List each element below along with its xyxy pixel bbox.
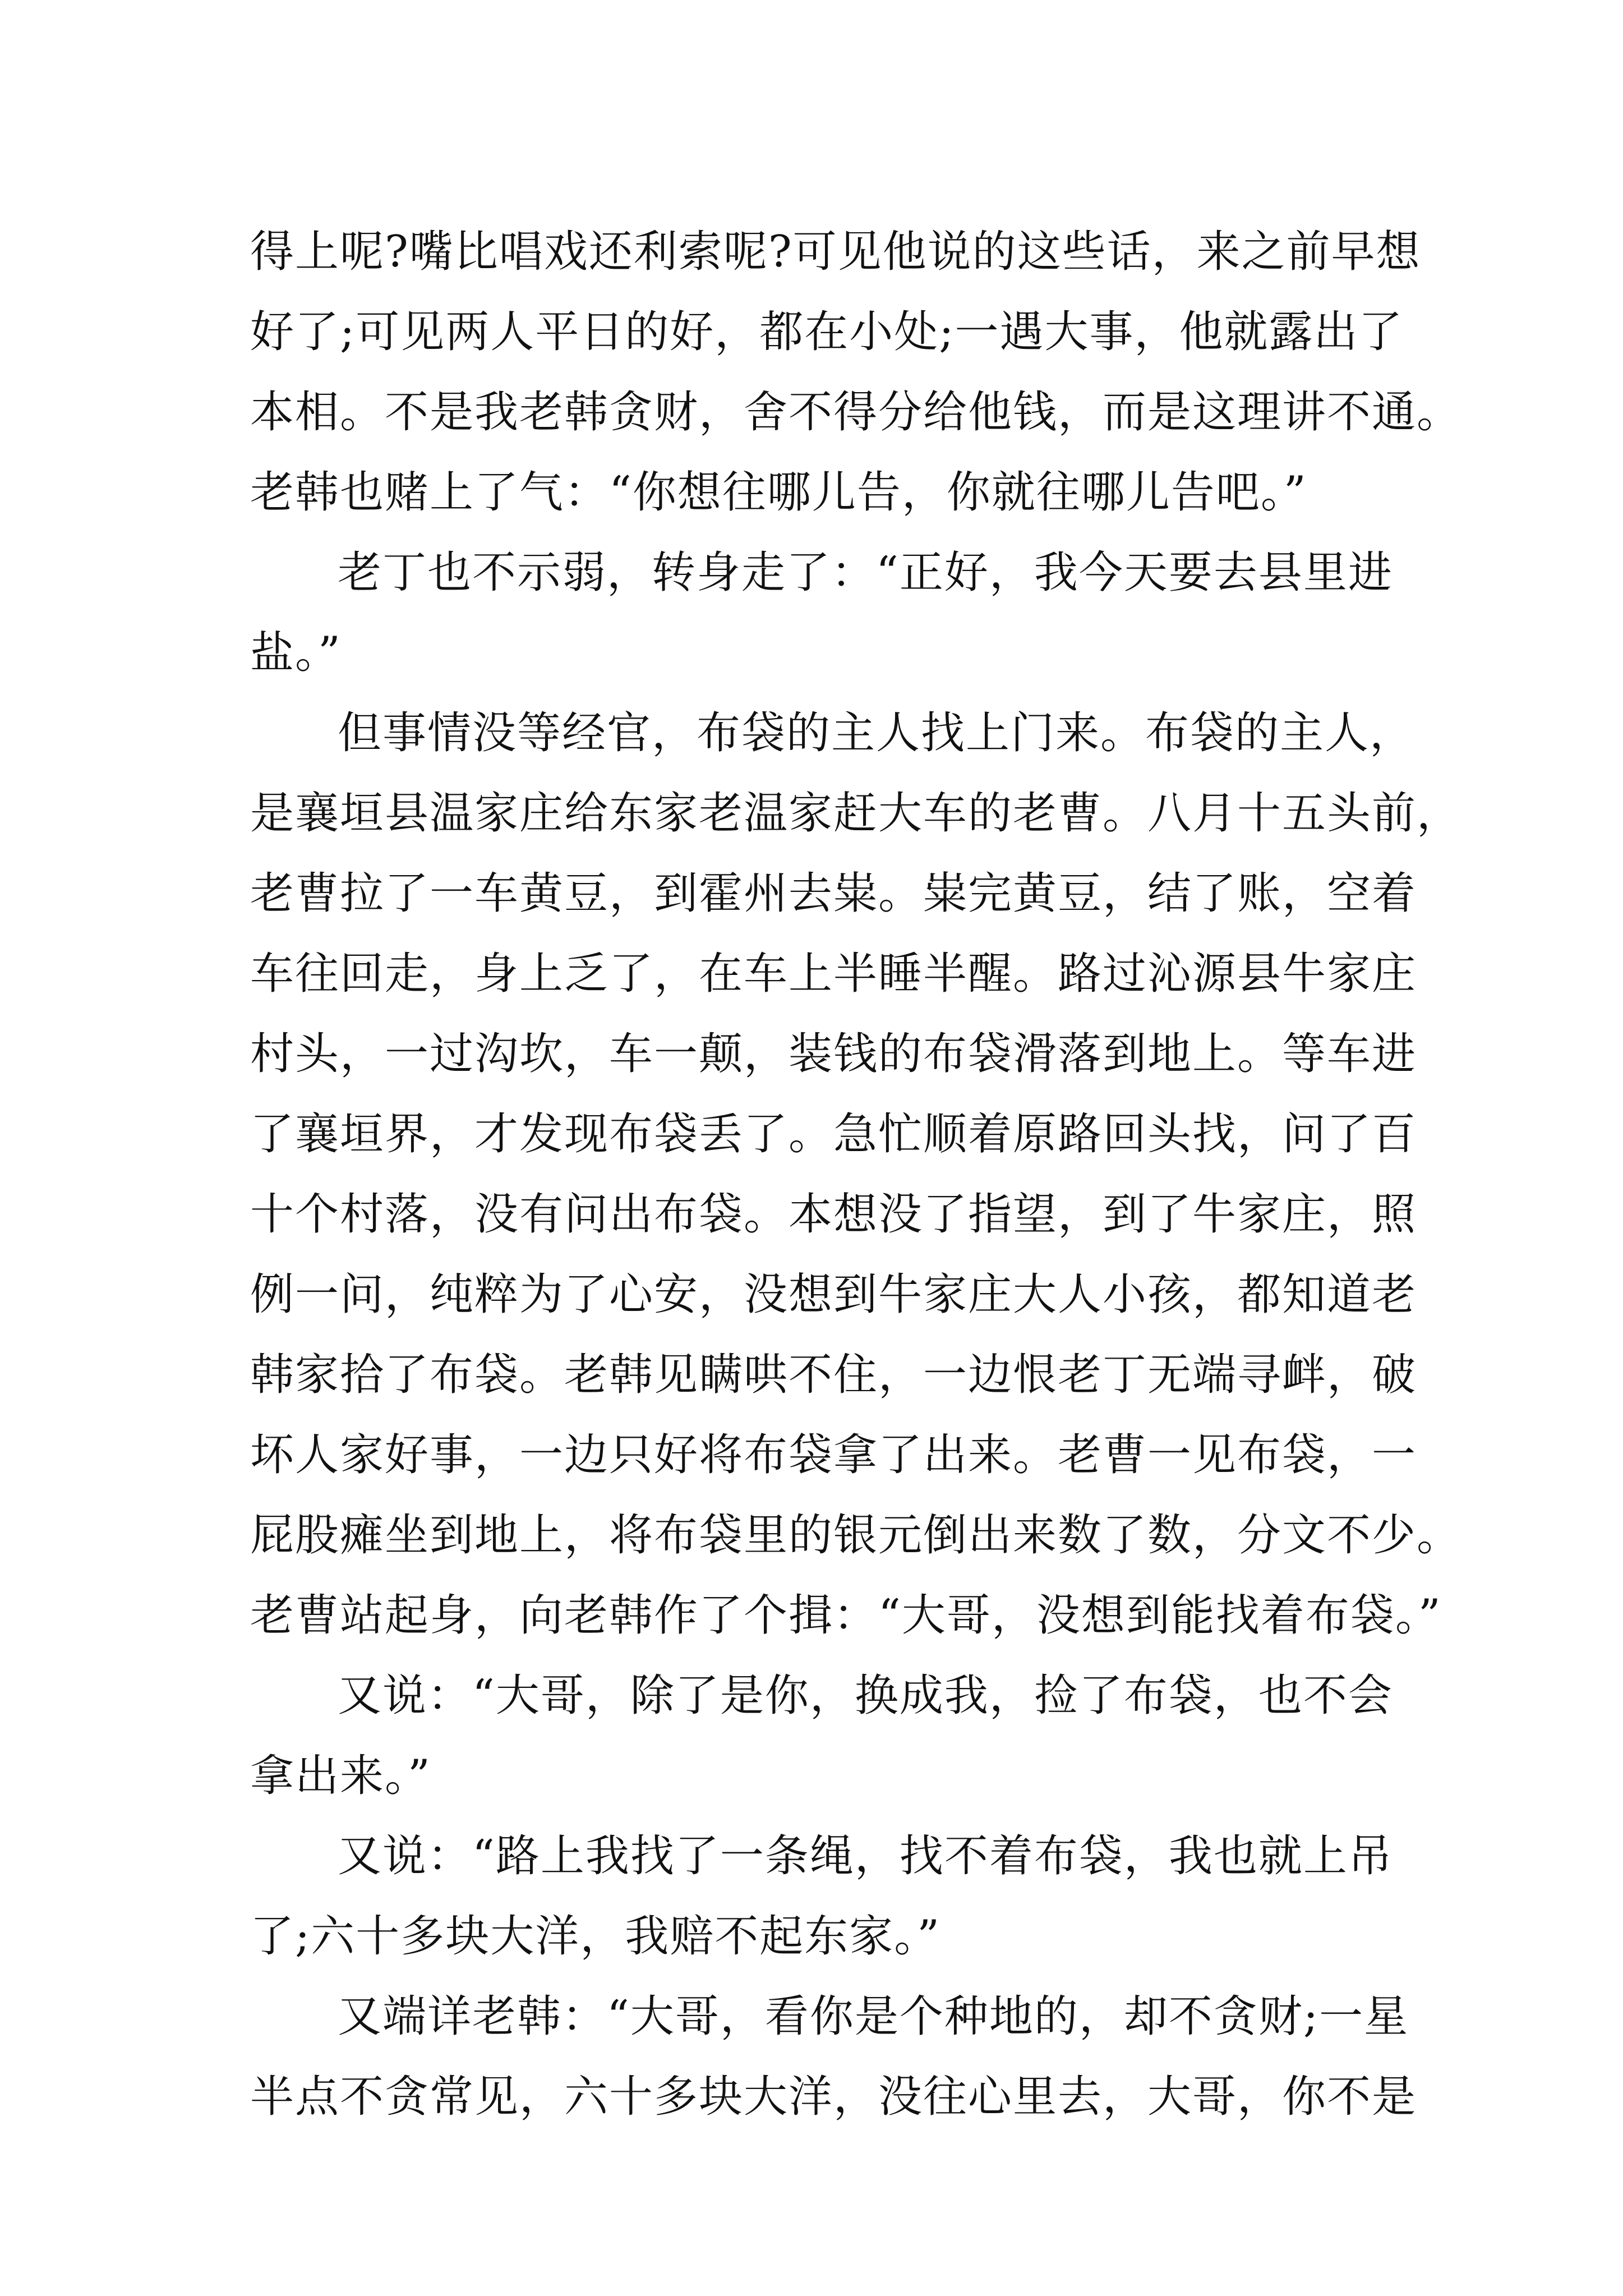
text-line: 又说：“路上我找了一条绳，找不着布袋，我也就上吊: [338, 1831, 1393, 1881]
text-line: 屁股瘫坐到地上，将布袋里的银元倒出来数了数，分文不少。: [250, 1510, 1462, 1561]
text-line: 例一问，纯粹为了心安，没想到牛家庄大人小孩，都知道老: [250, 1269, 1417, 1320]
text-line: 老丁也不示弱，转身走了：“正好，我今天要去县里进: [338, 547, 1393, 598]
text-line: 本相。不是我老韩贪财，舍不得分给他钱，而是这理讲不通。: [250, 387, 1462, 438]
text-line: 拿出来。”: [250, 1751, 431, 1801]
text-line: 老曹站起身，向老韩作了个揖：“大哥，没想到能找着布袋。”: [250, 1590, 1442, 1641]
text-line: 但事情没等经官，布袋的主人找上门来。布袋的主人，: [338, 708, 1415, 758]
text-line: 得上呢?嘴比唱戏还利索呢?可见他说的这些话，来之前早想: [250, 227, 1421, 277]
text-line: 村头，一过沟坎，车一颠，装钱的布袋滑落到地上。等车进: [250, 1029, 1417, 1079]
text-line: 半点不贪常见，六十多块大洋，没往心里去，大哥，你不是: [250, 2072, 1417, 2122]
text-line: 老韩也赌上了气：“你想往哪儿告，你就往哪儿告吧。”: [250, 467, 1307, 518]
text-line: 了襄垣界，才发现布袋丢了。急忙顺着原路回头找，问了百: [250, 1109, 1417, 1159]
text-line: 十个村落，没有问出布袋。本想没了指望，到了牛家庄，照: [250, 1189, 1417, 1240]
text-line: 又端详老韩：“大哥，看你是个种地的，却不贪财;一星: [338, 1991, 1409, 2042]
text-line: 是襄垣县温家庄给东家老温家赶大车的老曹。八月十五头前，: [250, 788, 1462, 839]
text-line: 又说：“大哥，除了是你，换成我，捡了布袋，也不会: [338, 1671, 1393, 1721]
text-line: 老曹拉了一车黄豆，到霍州去粜。粜完黄豆，结了账，空着: [250, 868, 1417, 919]
text-line: 车往回走，身上乏了，在车上半睡半醒。路过沁源县牛家庄: [250, 949, 1417, 999]
text-line: 盐。”: [250, 628, 342, 678]
text-line: 好了;可见两人平日的好，都在小处;一遇大事，他就露出了: [250, 307, 1404, 357]
text-line: 坏人家好事，一边只好将布袋拿了出来。老曹一见布袋，一: [250, 1430, 1417, 1480]
text-line: 了;六十多块大洋，我赔不起东家。”: [250, 1911, 941, 1962]
body-text: [250, 212, 1462, 2137]
text-line: 韩家拾了布袋。老韩见瞒哄不住，一边恨老丁无端寻衅，破: [250, 1350, 1417, 1400]
